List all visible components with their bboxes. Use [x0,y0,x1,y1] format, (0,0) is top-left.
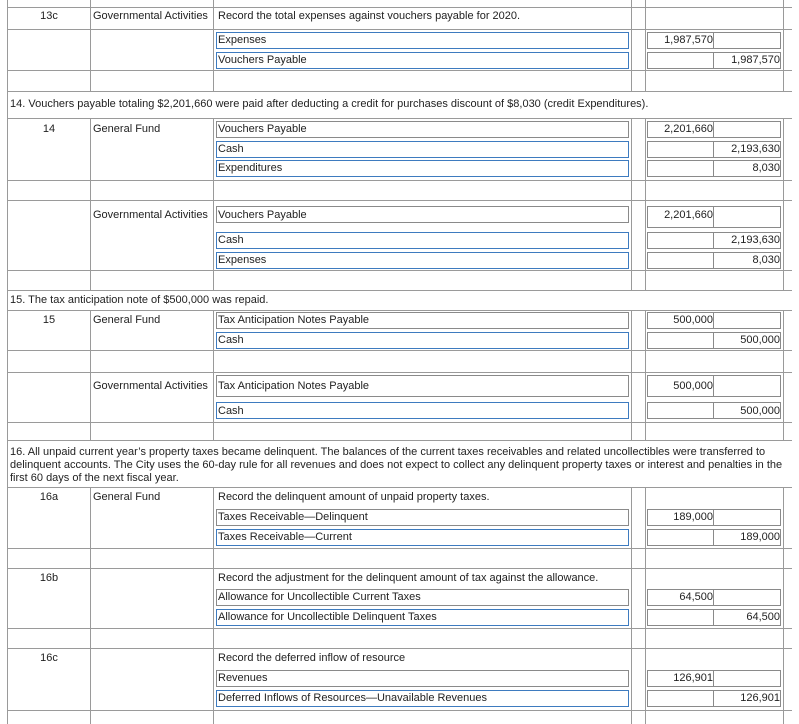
credit-input[interactable] [713,509,781,526]
grid-line [7,200,792,201]
grid-line [7,270,792,271]
account-text: Cash [218,143,244,155]
account-text: Cash [218,405,244,417]
account-text: Vouchers Payable [218,54,307,66]
debit-input[interactable] [647,252,715,269]
debit-input[interactable] [647,529,715,546]
credit-input[interactable] [713,589,781,606]
fund-label: General Fund [93,314,161,326]
entry-id: 14 [42,123,56,135]
credit-amount: 500,000 [740,334,780,346]
debit-input[interactable] [647,160,715,177]
debit-input[interactable] [647,52,715,69]
grid-line [7,487,792,488]
account-input[interactable] [216,232,629,249]
debit-amount: 1,987,570 [664,34,713,46]
grid-line [7,568,792,569]
grid-line [7,710,792,711]
grid-line [7,180,792,181]
entry-instruction: Record the delinquent amount of unpaid property taxes. [218,491,490,503]
account-text: Taxes Receivable—Delinquent [218,511,368,523]
debit-input[interactable] [647,690,715,707]
account-text: Cash [218,234,244,246]
grid-line [7,648,792,649]
problem-description: 15. The tax anticipation note of $500,000 was repaid. [10,294,269,306]
debit-amount: 189,000 [673,511,713,523]
fund-label: Governmental Activities [93,380,208,392]
grid-line [7,118,792,119]
entry-instruction: Record the adjustment for the delinquent amount of tax against the allowance. [218,572,599,584]
grid-line [7,628,792,629]
grid-line [7,7,792,8]
credit-amount: 64,500 [746,611,780,623]
entry-id: 16c [40,652,58,664]
credit-input[interactable] [713,121,781,138]
grid-line [7,70,792,71]
debit-input[interactable] [647,609,715,626]
credit-amount: 2,193,630 [731,143,780,155]
account-input[interactable] [216,402,629,419]
entry-instruction: Record the deferred inflow of resource [218,652,406,664]
problem-description: 16. All unpaid current year’s property taxes became delinquent. The balances of the current taxes receivables and related uncollectibles were transferred to delinquent accounts. The City uses the 60-day rule for all revenues and does not expect to collect any delinquent property taxes or interest and penalties in the first 60 days of the next fiscal year. [10,446,783,484]
credit-input[interactable] [713,375,781,397]
grid-line [7,422,792,423]
account-text: Taxes Receivable—Current [218,531,352,543]
debit-amount: 500,000 [673,314,713,326]
debit-amount: 2,201,660 [664,209,713,221]
account-input[interactable] [216,670,629,687]
account-text: Vouchers Payable [218,209,307,221]
account-text: Expenditures [218,162,283,174]
debit-amount: 126,901 [673,672,713,684]
account-text: Allowance for Uncollectible Delinquent Taxes [218,611,437,623]
fund-label: General Fund [93,123,161,135]
entry-id: 13c [40,10,58,22]
credit-amount: 1,987,570 [731,54,780,66]
credit-input[interactable] [713,312,781,329]
problem-description: 14. Vouchers payable totaling $2,201,660 were paid after deducting a credit for purchases discount of $8,030 (credit Expenditures). [10,98,649,110]
fund-label: General Fund [93,491,161,503]
credit-input[interactable] [713,206,781,228]
account-text: Revenues [218,672,268,684]
account-text: Expenses [218,254,267,266]
account-text: Allowance for Uncollectible Current Taxes [218,591,421,603]
debit-amount: 2,201,660 [664,123,713,135]
account-input[interactable] [216,32,629,49]
account-text: Tax Anticipation Notes Payable [218,314,370,326]
grid-line [7,310,792,311]
account-input[interactable] [216,252,629,269]
grid-line [7,29,792,30]
entry-id: 15 [42,314,56,326]
credit-amount: 8,030 [752,162,780,174]
entry-id: 16a [39,491,59,503]
account-text: Cash [218,334,244,346]
debit-amount: 500,000 [673,380,713,392]
account-text: Vouchers Payable [218,123,307,135]
account-text: Deferred Inflows of Resources—Unavailable Revenues [218,692,488,704]
credit-amount: 500,000 [740,405,780,417]
credit-input[interactable] [713,670,781,687]
debit-input[interactable] [647,141,715,158]
debit-input[interactable] [647,232,715,249]
grid-line [7,548,792,549]
debit-input[interactable] [647,332,715,349]
account-input[interactable] [216,332,629,349]
credit-amount: 2,193,630 [731,234,780,246]
grid-line [7,372,792,373]
fund-label: Governmental Activities [93,209,208,221]
fund-label: Governmental Activities [93,10,208,22]
credit-amount: 8,030 [752,254,780,266]
entry-id: 16b [39,572,59,584]
credit-amount: 126,901 [740,692,780,704]
account-text: Expenses [218,34,267,46]
credit-input[interactable] [713,32,781,49]
grid-line [7,350,792,351]
credit-amount: 189,000 [740,531,780,543]
entry-instruction: Record the total expenses against vouchers payable for 2020. [218,10,521,22]
account-text: Tax Anticipation Notes Payable [218,380,370,392]
debit-input[interactable] [647,402,715,419]
account-input[interactable] [216,141,629,158]
debit-amount: 64,500 [679,591,713,603]
